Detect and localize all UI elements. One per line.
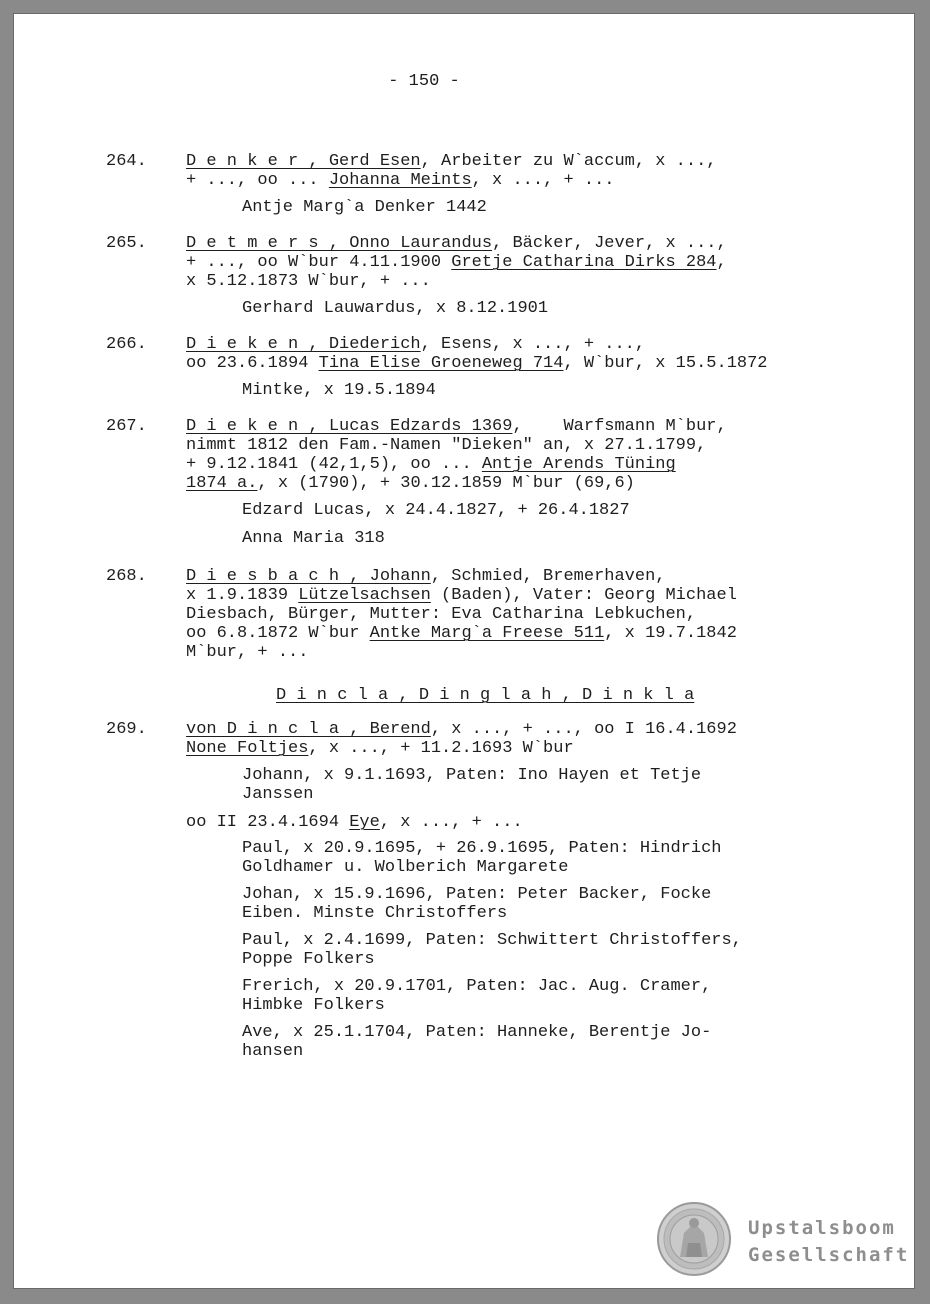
- entry-text: oo 23.6.1894: [186, 354, 319, 373]
- entry-text: , x ..., + ...: [379, 813, 523, 832]
- entry-267-line1: [186, 417, 727, 436]
- entry-number-268: 268.: [106, 567, 147, 586]
- entry-268-line5: M`bur, + ...: [186, 643, 309, 662]
- entry-number-269: 269.: [106, 720, 147, 739]
- entry-text: ,: [716, 253, 727, 272]
- entry-text: , x (1790), + 30.12.1859 M`bur (69,6): [257, 474, 635, 493]
- entry-text: oo II 23.4.1694: [186, 813, 350, 832]
- entry-264-line2: [186, 171, 614, 190]
- child-entry: Anna Maria 318: [242, 529, 385, 548]
- spouse-name: Antke Marg`a Freese 511: [369, 624, 605, 643]
- section-heading: D i n c l a , D i n g l a h , D i n k l a: [276, 686, 695, 705]
- entry-267-line4: [186, 474, 635, 493]
- child-entry-cont: Eiben. Minste Christoffers: [242, 904, 508, 923]
- entry-265-line3: x 5.12.1873 W`bur, + ...: [186, 272, 431, 291]
- entry-text: , Warfsmann M`bur,: [512, 417, 727, 436]
- entry-269-line1: [186, 720, 737, 739]
- person-name: D i e k e n , Lucas Edzards 1369: [186, 417, 513, 436]
- entry-text: + ..., oo W`bur 4.11.1900: [186, 253, 452, 272]
- entry-text: , Schmied, Bremerhaven,: [430, 567, 666, 586]
- child-entry: Gerhard Lauwardus, x 8.12.1901: [242, 299, 549, 318]
- entry-267-line3: [186, 455, 676, 474]
- entry-264-line1: [186, 152, 717, 171]
- spouse-name: Johanna Meints: [328, 171, 472, 190]
- entry-text: + 9.12.1841 (42,1,5), oo ...: [186, 455, 482, 474]
- document-page: [14, 14, 914, 1288]
- entry-text: x 1.9.1839: [186, 586, 299, 605]
- birthplace: Lützelsachsen: [298, 586, 431, 605]
- child-entry: Ave, x 25.1.1704, Paten: Hanneke, Berentje Jo-: [242, 1023, 712, 1042]
- entry-number-266: 266.: [106, 335, 147, 354]
- entry-268-line1: [186, 567, 665, 586]
- entry-text: oo 6.8.1872 W`bur: [186, 624, 370, 643]
- entry-text: , Arbeiter zu W`accum, x ...,: [420, 152, 717, 171]
- entry-text: , Bäcker, Jever, x ...,: [492, 234, 727, 253]
- child-entry: Antje Marg`a Denker 1442: [242, 198, 487, 217]
- entry-text: , x ..., + ..., oo I 16.4.1692: [430, 720, 737, 739]
- child-entry-cont: hansen: [242, 1042, 304, 1061]
- seal-icon: [658, 1203, 730, 1275]
- entry-265-line2: [186, 253, 727, 272]
- entry-268-line4: [186, 624, 737, 643]
- entry-number-267: 267.: [106, 417, 147, 436]
- upstalsboom-seal-logo: [656, 1199, 916, 1279]
- child-entry-cont: Himbke Folkers: [242, 996, 385, 1015]
- entry-266-line2: [186, 354, 768, 373]
- second-marriage-line: [186, 813, 523, 832]
- child-entry: Edzard Lucas, x 24.4.1827, + 26.4.1827: [242, 501, 630, 520]
- spouse-name-cont: 1874 a.: [186, 474, 258, 493]
- child-entry: Paul, x 20.9.1695, + 26.9.1695, Paten: Hindrich: [242, 839, 722, 858]
- spouse-name: Antje Arends Tüning: [481, 455, 676, 474]
- child-entry-cont: Janssen: [242, 785, 314, 804]
- spouse-name: Eye: [349, 813, 380, 832]
- entry-268-line2: [186, 586, 737, 605]
- spouse-name: None Foltjes: [186, 739, 309, 758]
- entry-269-line2: [186, 739, 574, 758]
- logo-text-line2: Gesellschaft: [748, 1244, 910, 1266]
- entry-number-265: 265.: [106, 234, 147, 253]
- child-entry-cont: Goldhamer u. Wolberich Margarete: [242, 858, 569, 877]
- person-name: D e n k e r , Gerd Esen: [186, 152, 421, 171]
- child-entry: Mintke, x 19.5.1894: [242, 381, 436, 400]
- person-name: D e t m e r s , Onno Laurandus: [186, 234, 493, 253]
- child-entry: Johan, x 15.9.1696, Paten: Peter Backer, Focke: [242, 885, 712, 904]
- child-entry: Johann, x 9.1.1693, Paten: Ino Hayen et Tetje: [242, 766, 702, 785]
- spouse-name: Gretje Catharina Dirks 284: [451, 253, 717, 272]
- entry-265-line1: [186, 234, 727, 253]
- entry-268-line3: Diesbach, Bürger, Mutter: Eva Catharina Lebkuchen,: [186, 605, 697, 624]
- child-entry: Frerich, x 20.9.1701, Paten: Jac. Aug. Cramer,: [242, 977, 712, 996]
- entry-text: , x ..., + ...: [471, 171, 615, 190]
- entry-number-264: 264.: [106, 152, 147, 171]
- child-entry-cont: Poppe Folkers: [242, 950, 375, 969]
- entry-text: (Baden), Vater: Georg Michael: [430, 586, 737, 605]
- entry-text: , x ..., + 11.2.1693 W`bur: [308, 739, 574, 758]
- entry-text: + ..., oo ...: [186, 171, 329, 190]
- entry-267-line2: nimmt 1812 den Fam.-Namen "Dieken" an, x 27.1.1799,: [186, 436, 707, 455]
- entry-text: , Esens, x ..., + ...,: [420, 335, 646, 354]
- child-entry: Paul, x 2.4.1699, Paten: Schwittert Christoffers,: [242, 931, 742, 950]
- spouse-name: Tina Elise Groeneweg 714: [318, 354, 564, 373]
- entry-text: , W`bur, x 15.5.1872: [563, 354, 768, 373]
- page-number: - 150 -: [388, 72, 460, 91]
- person-name: D i e s b a c h , Johann: [186, 567, 431, 586]
- person-name: von D i n c l a , Berend: [186, 720, 431, 739]
- entry-266-line1: [186, 335, 645, 354]
- person-name: D i e k e n , Diederich: [186, 335, 421, 354]
- entry-text: , x 19.7.1842: [604, 624, 737, 643]
- logo-text-line1: Upstalsboom: [748, 1217, 896, 1239]
